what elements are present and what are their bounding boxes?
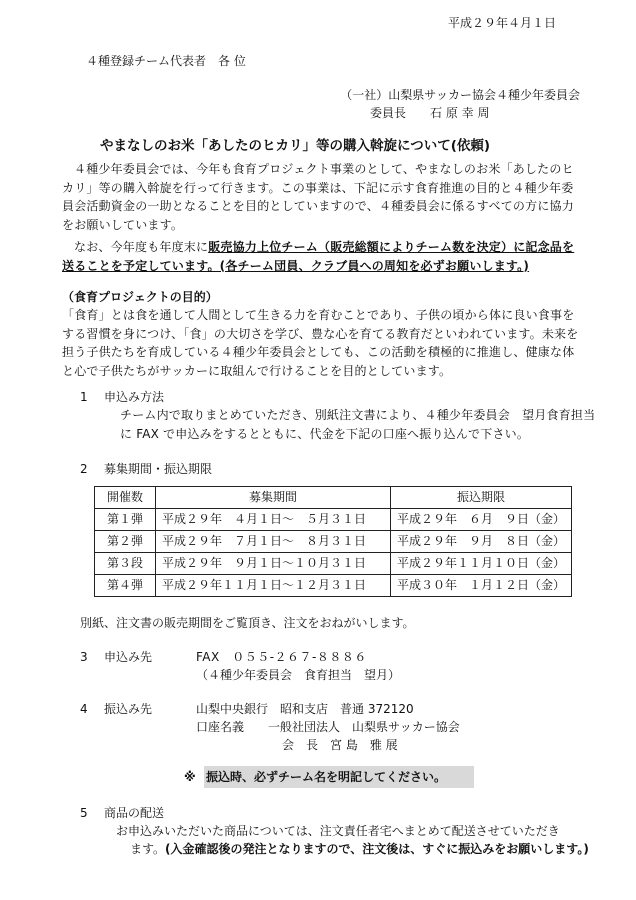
intro-note-paragraph: [62, 238, 582, 275]
table-cell: 平成２９年 ６月 ９日（金）: [391, 509, 572, 531]
section-1-heading: 申込み方法: [104, 390, 165, 404]
section-5-body-line-1: お申込みいただいた商品については、注文責任者宅へまとめて配送させていただき: [116, 824, 560, 838]
notice-mark: ※: [184, 770, 196, 784]
table-row: [95, 553, 572, 575]
table-row: [95, 531, 572, 553]
table-cell: 平成２９年 ９月１日～１０月３１日: [156, 553, 391, 575]
table-cell: 平成２９年 ７月１日～ ８月３１日: [156, 531, 391, 553]
section-5-number: 5: [80, 806, 88, 820]
section-5-body-plain: ます。: [130, 842, 166, 856]
purpose-heading: （食育プロジェクトの目的）: [62, 290, 218, 304]
intro-note-emphasis: 販売協力上位チーム（販売総額によりチーム数を決定）に記念品を送ることを予定しています。(各チーム団員、クラブ員への周知を必ずお願いします。): [62, 240, 575, 273]
schedule-table: [94, 486, 572, 597]
table-cell: 第３段: [95, 553, 156, 575]
fax-number: FAX ０５５-２６７-８８８６: [196, 650, 367, 664]
intro-paragraph: ４種少年委員会では、今年も食育プロジェクト事業のとして、やまなしのお米「あしたのヒカリ」等の購入斡旋を行って行きます。この事業は、下記に示す食育推進の目的と４種少年委員会活動資金の一助となることを目的としていますので、４種委員会に係るすべての方に協力をお願いしています。: [62, 162, 574, 232]
fax-contact: （４種少年委員会 食育担当 望月）: [196, 668, 401, 682]
section-2-note: 別紙、注文書の販売期間をご覧頂き、注文をおねがいします。: [80, 616, 415, 630]
table-row: [95, 575, 572, 597]
account-holder: 口座名義 一般社団法人 山梨県サッカー協会: [196, 720, 460, 734]
table-cell: 平成２９年１１月１日～１２月３１日: [156, 575, 391, 597]
section-3-number: 3: [80, 650, 88, 664]
section-1-number: 1: [80, 390, 88, 404]
section-2-heading: 募集期間・振込期限: [104, 462, 213, 476]
section-4-number: 4: [80, 702, 88, 716]
table-header-cell: 振込期限: [391, 487, 572, 509]
section-5-body-emphasis: (入金確認後の発注となりますので、注文後は、すぐに振込みをお願いします。): [165, 842, 589, 856]
section-5-body-line-2: [130, 840, 589, 859]
table-cell: 平成２９年 ９月 ８日（金）: [391, 531, 572, 553]
sender-organization: （一社）山梨県サッカー協会４種少年委員会: [340, 88, 580, 102]
section-2-number: 2: [80, 462, 88, 476]
purpose-body: 「食育」とは食を通して人間として生きる力を育むことであり、子供の頃から体に良い食事をする習慣を身につけ、「食」の大切さを学び、豊な心を育てる教育だといわれています。未来を担う子供たちを育成している４種少年委員会としても、この活動を積極的に推進し、健康な体と心で子供たちがサッカーに取組んで行けることを目的としています。: [62, 308, 579, 378]
table-cell: 平成２９年１１月１０日（金）: [391, 553, 572, 575]
transfer-notice: 振込時、必ずチーム名を明記してください。: [206, 770, 447, 784]
table-header-cell: 開催数: [95, 487, 156, 509]
table-header-cell: 募集期間: [156, 487, 391, 509]
table-header-row: [95, 487, 572, 509]
table-cell: 第２弾: [95, 531, 156, 553]
section-4-heading: 振込み先: [104, 702, 153, 716]
document-date: 平成２９年４月１日: [447, 16, 556, 30]
table-cell: 第４弾: [95, 575, 156, 597]
table-cell: 第１弾: [95, 509, 156, 531]
account-representative: 会 長 宮 島 雅 展: [282, 738, 398, 752]
table-cell: 平成３０年 １月１２日（金）: [391, 575, 572, 597]
table-cell: 平成２９年 ４月１日～ ５月３１日: [156, 509, 391, 531]
document-title: やまなしのお米「あしたのヒカリ」等の購入斡旋について(依頼): [100, 138, 491, 154]
section-1-body: チーム内で取りまとめていただき、別紙注文書により、４種少年委員会 望月食育担当に FAX で申込みをするとともに、代金を下記の口座へ振り込んで下さい。: [120, 408, 596, 441]
section-3-heading: 申込み先: [104, 650, 153, 664]
intro-note-lead: なお、今年度も年度末に: [74, 240, 209, 254]
table-row: [95, 509, 572, 531]
bank-account: 山梨中央銀行 昭和支店 普通 372120: [196, 702, 414, 716]
addressee: ４種登録チーム代表者 各 位: [86, 54, 246, 68]
section-5-heading: 商品の配送: [104, 806, 165, 820]
sender-title: 委員長 石 原 幸 周: [370, 106, 490, 120]
